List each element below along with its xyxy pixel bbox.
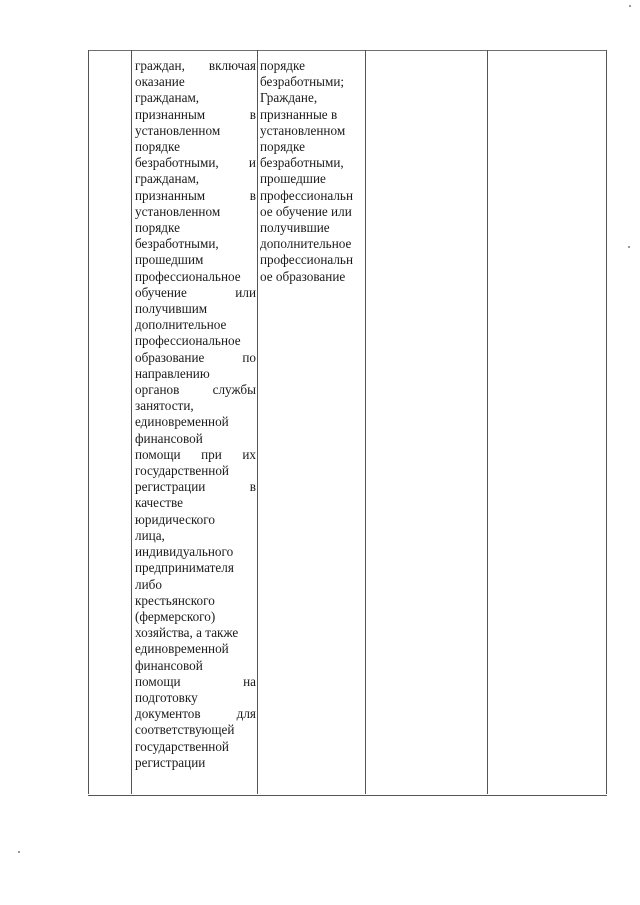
text-line: дополнительное — [135, 317, 227, 333]
text-line: порядке — [260, 58, 305, 73]
text-line: предпринимателя — [135, 560, 234, 576]
text-line: помощи на — [135, 673, 256, 689]
text-line: установленном — [135, 122, 221, 138]
text-line: установленном — [260, 122, 346, 138]
text-line: соответствующей — [135, 722, 235, 738]
column-divider-3 — [365, 50, 366, 794]
table-border-left — [88, 50, 89, 794]
text-line: прошедшим — [135, 252, 204, 268]
text-line: признанным в — [135, 106, 256, 122]
text-line: признанным в — [135, 187, 256, 203]
text-line: профессиональн — [260, 187, 354, 203]
text-line: подготовку — [135, 689, 198, 705]
scan-speck — [628, 246, 630, 248]
text-line: регистрации в — [135, 479, 256, 495]
text-line: хозяйства, а также — [135, 625, 239, 641]
column-divider-2 — [257, 50, 258, 794]
text-line: лица, — [135, 527, 165, 543]
column-divider-4 — [487, 50, 488, 794]
text-line: профессиональн — [260, 252, 354, 268]
text-line: безработными; — [260, 74, 345, 90]
column-divider-1 — [131, 50, 132, 794]
text-line: гражданам, — [135, 90, 200, 106]
text-line: установленном — [135, 203, 221, 219]
text-line: регистрации — [135, 754, 206, 770]
text-line: направлению — [135, 365, 210, 381]
text-line: государственной — [135, 463, 229, 479]
text-line: получившим — [135, 301, 208, 317]
text-line: индивидуального — [135, 544, 234, 560]
text-line: финансовой — [135, 657, 203, 673]
cell-service-description — [135, 58, 256, 771]
text-line: обучение или — [135, 284, 256, 300]
text-line: профессиональное — [135, 333, 241, 349]
text-line: образование по — [135, 349, 256, 365]
text-line: получившие — [260, 220, 330, 236]
text-line: помощи при их — [135, 446, 256, 462]
text-line: дополнительное — [260, 236, 352, 252]
text-line: ое обучение или — [260, 203, 352, 219]
text-line: порядке — [260, 139, 305, 155]
text-line: признанные в — [260, 106, 338, 122]
table-border-right — [606, 50, 607, 794]
text-line: государственной — [135, 738, 229, 754]
text-line: порядке — [135, 220, 180, 236]
text-line: единовременной — [135, 641, 229, 657]
text-line: прошедшие — [260, 171, 326, 187]
text-line: гражданам, — [135, 171, 200, 187]
scan-speck — [629, 5, 631, 7]
text-line: финансовой — [135, 430, 203, 446]
text-line: граждан, включая — [135, 58, 256, 73]
text-line: безработными, — [135, 236, 219, 252]
text-line: (фермерского) — [135, 608, 216, 624]
text-line: профессиональное — [135, 268, 241, 284]
text-line: оказание — [135, 74, 185, 90]
text-line: единовременной — [135, 414, 229, 430]
cell-recipients — [260, 58, 364, 285]
text-line: безработными, и — [135, 155, 256, 171]
text-line: либо — [135, 576, 162, 592]
scan-speck — [18, 851, 20, 853]
text-line: занятости, — [135, 398, 194, 414]
text-line: Граждане, — [260, 90, 318, 106]
text-line: органов службы — [135, 382, 256, 398]
text-line: крестьянского — [135, 592, 215, 608]
text-line: юридического — [135, 511, 215, 527]
text-line: ое образование — [260, 268, 346, 284]
text-line: порядке — [135, 139, 180, 155]
text-line: документов для — [135, 706, 256, 722]
text-line: безработными, — [260, 155, 344, 171]
text-line: качестве — [135, 495, 183, 511]
